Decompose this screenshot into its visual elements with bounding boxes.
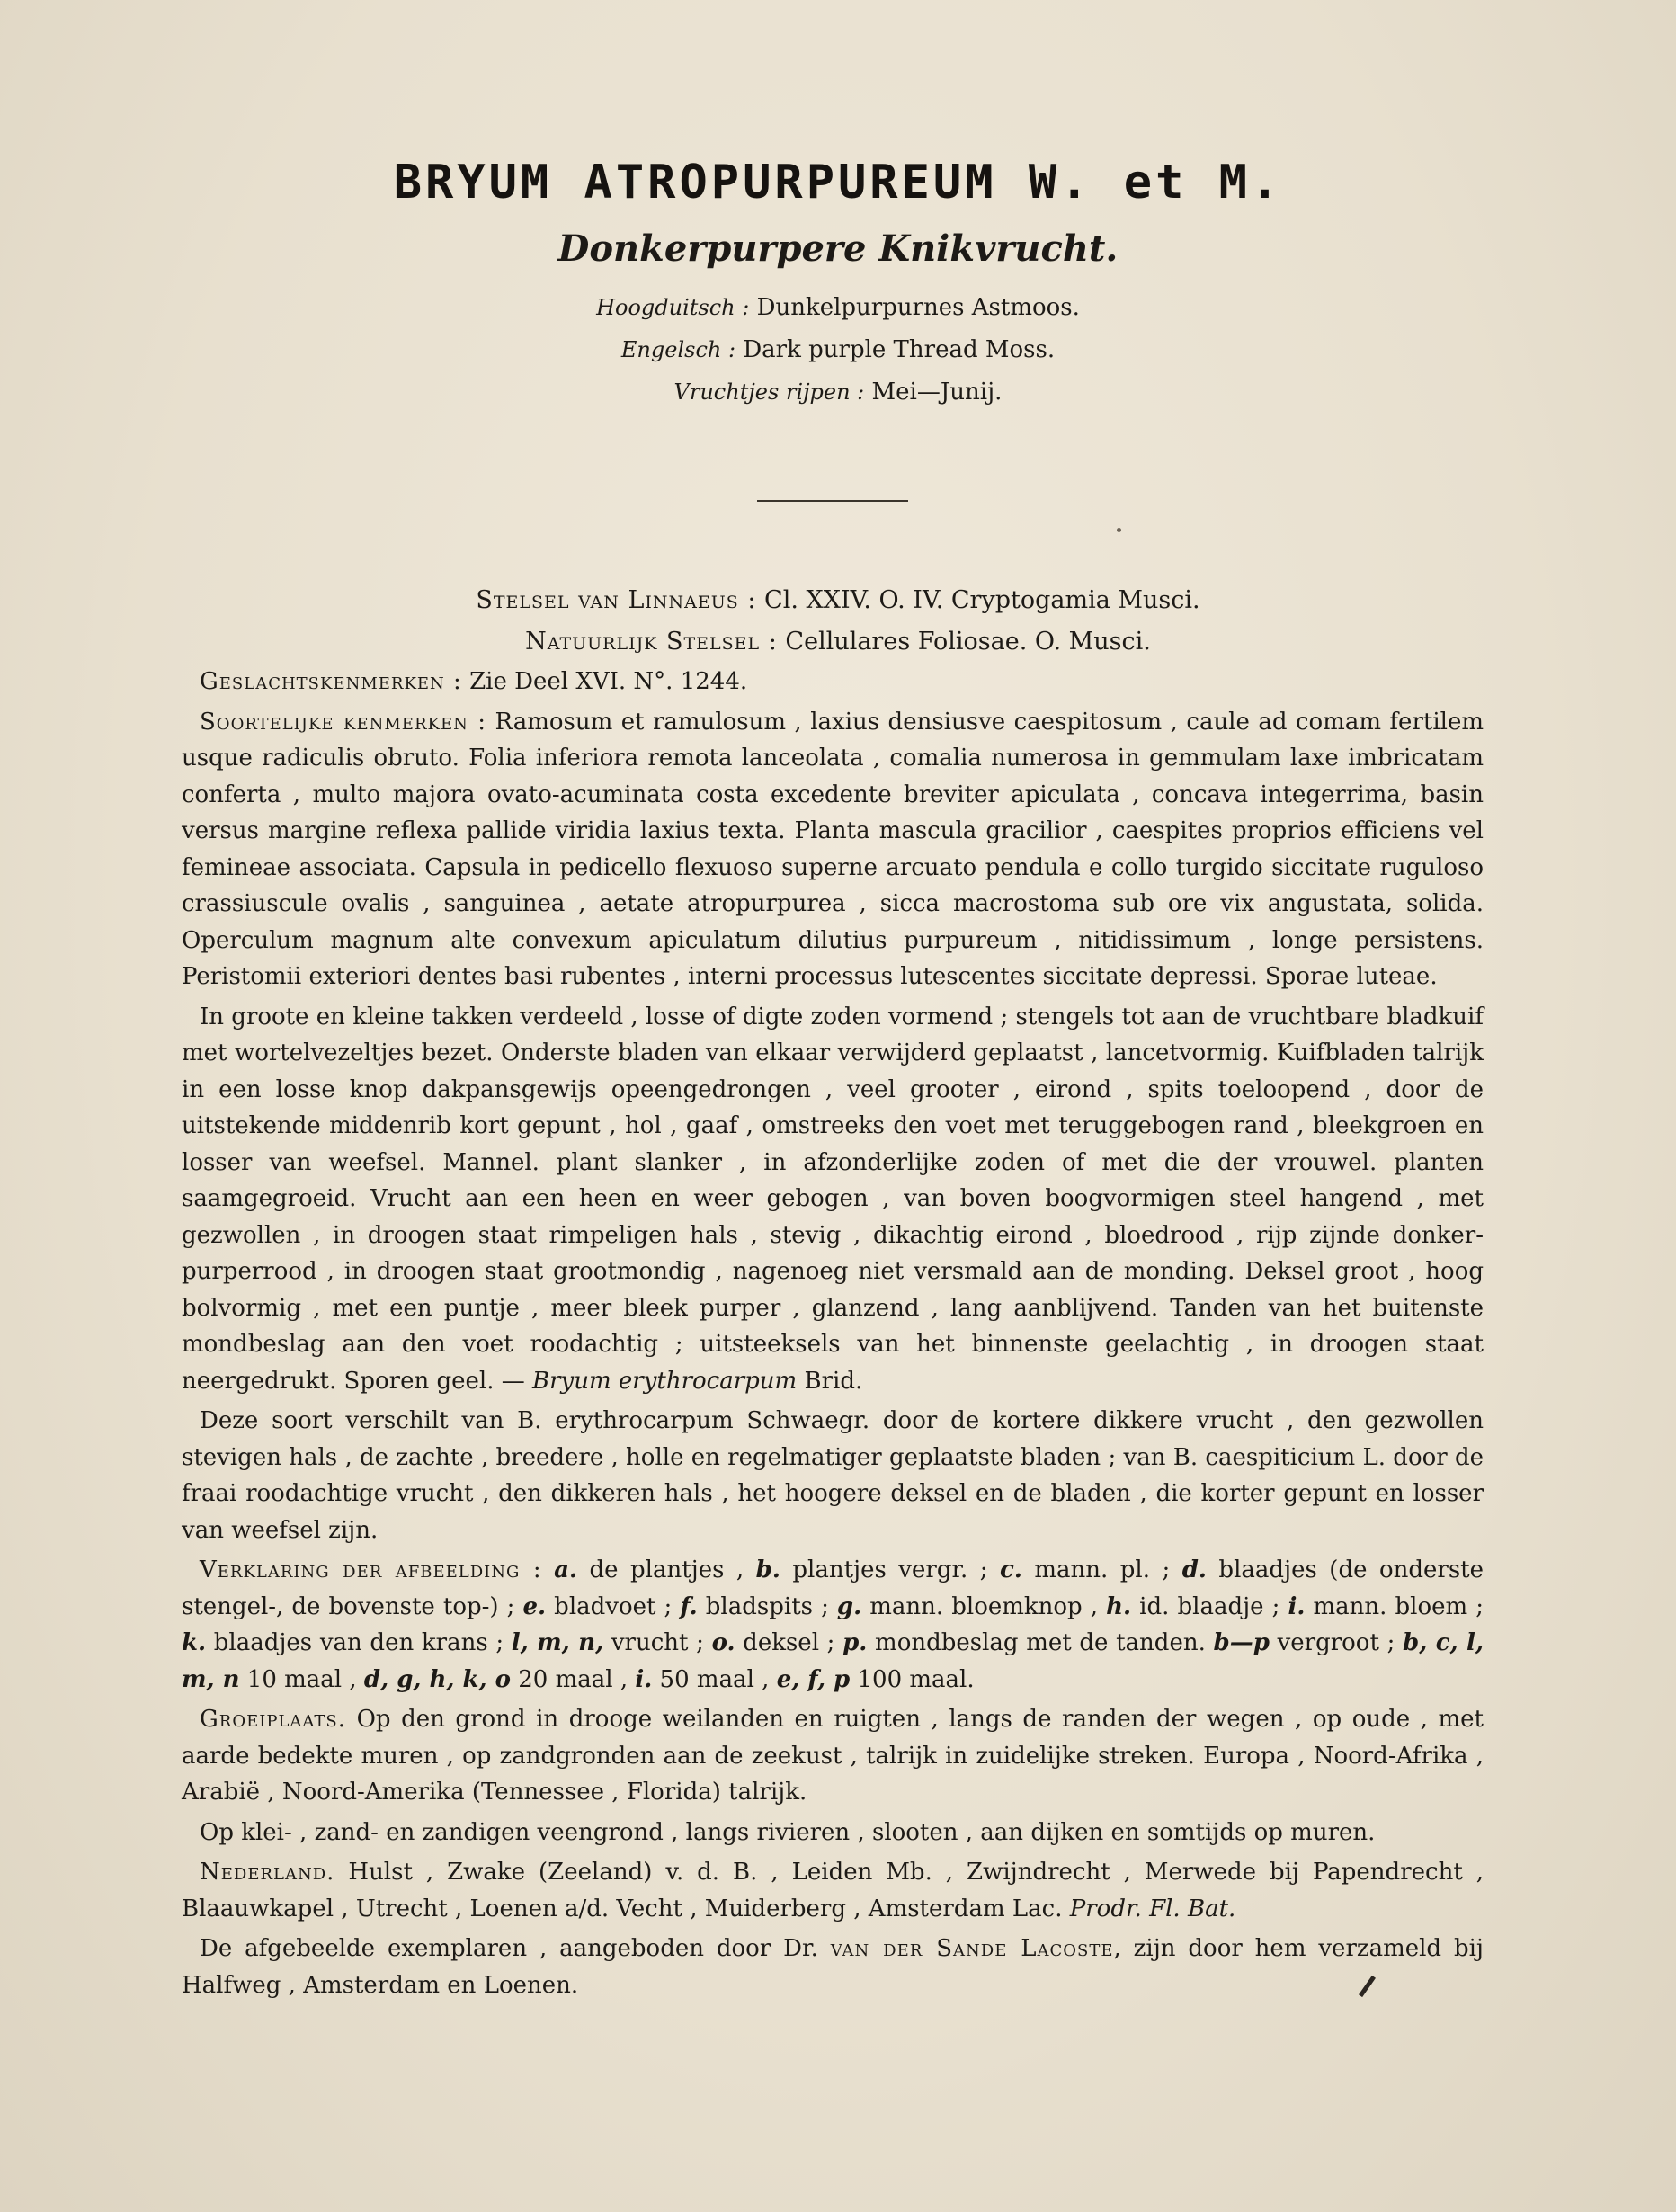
explanation-text: deksel ; [735, 1629, 843, 1656]
explanation-key: h. [1106, 1592, 1132, 1620]
explanation-text: 50 maal , [652, 1665, 777, 1693]
habitat-text: Op den grond in drooge weilanden en ruigten , langs de randen der wegen , op oude , met aarde bedekte muren , op zandgronden aan de zeekust , talrijk in zuidelijke streken. Europa , Noord-Afrika , Arabië , Noord-Amerika (Tennessee , Florida) talrijk. [182, 1706, 1484, 1806]
genus-characters [182, 664, 1484, 700]
explanation-key: f. [680, 1592, 698, 1620]
species-label: Soortelijke kenmerken : [200, 708, 487, 736]
comparison: Deze soort verschilt van B. erythrocarpum Schwaegr. door de kortere dikkere vrucht , den gezwollen stevigen hals , de zachte , breedere , holle en regelmatiger geplaatste bladen ; van B. caespiticium L. door de fraai roodachtige vrucht , den dikkeren hals , het hoogere deksel en de bladen , die korter gepunt en losser van weefsel zijn. [182, 1407, 1484, 1544]
species-characters [182, 704, 1484, 995]
explanation-text: blaadjes (de onderste stengel-, de bovenste top-) ; [182, 1556, 1484, 1620]
fruiting-period-label: Vruchtjes rijpen : [673, 379, 865, 405]
explanation-key: e. [522, 1592, 547, 1620]
explanation-key: d, g, h, k, o [363, 1665, 511, 1693]
plate-explanation [182, 1552, 1484, 1698]
explanation-text: 20 maal , [510, 1665, 636, 1693]
netherlands-label: Nederland. [200, 1859, 335, 1886]
explanation-key: g. [836, 1592, 862, 1620]
explanation-key: b—p [1213, 1629, 1270, 1656]
specimens-note [182, 1931, 1484, 2003]
genus-value: Zie Deel XVI. N°. 1244. [469, 668, 748, 695]
description-text: In groote en kleine takken verdeeld , losse of digte zoden vormend ; stengels tot aan de vruchtbare bladkuif met wortelvezeltjes bezet. Onderste bladen van elkaar verwijderd geplaatst , lancetvormig. Kuifbladen talrijk in een losse knop dakpansgewijs opeengedrongen , veel grooter , eirond , spits toeloopend , door de uitstekende middenrib kort gepunt , hol , gaaf , omstreeks den voet met teruggebogen rand , bleekgroen en losser van weefsel. Mannel. plant slanker , in afzonderlijke zoden of met die der vrouwel. planten saamgegroeid. Vrucht aan een heen en weer gebogen , van boven boogvormigen steel hangend , met gezwollen , in droogen staat rimpeligen hals , stevig , dikachtig eirond , bloedrood , rijp zijnde donker-purperrood , in droogen staat grootmondig , nagenoeg niet versmald aan de monding. Deksel groot , hoog bolvormig , met een puntje , meer bleek purper , glanzend , lang aanblijvend. Tanden van het buitenste mondbeslag aan den voet roodachtig ; uitsteeksels van het binnenste geelachtig , in droogen staat neergedrukt. Sporen geel. — [182, 1003, 1484, 1395]
name-german-label: Hoogduitsch : [596, 295, 750, 320]
explanation-text: blaadjes van den krans ; [206, 1629, 512, 1656]
explanation-key: k. [182, 1629, 207, 1656]
netherlands-text: Hulst , Zwake (Zeeland) v. d. B. , Leiden Mb. , Zwijndrecht , Merwede bij Papendrecht , Blaauwkapel , Utrecht , Loenen a/d. Vecht , Muiderberg , Amsterdam Lac. [182, 1859, 1484, 1922]
explanation-text: plantjes vergr. ; [780, 1556, 1001, 1583]
natural-label: Natuurlijk Stelsel : [525, 628, 778, 656]
explanation-key: p. [842, 1629, 868, 1656]
explanation-key: b. [755, 1556, 780, 1583]
name-english [0, 329, 1676, 371]
name-english-label: Engelsch : [620, 337, 736, 362]
natural-system [0, 624, 1676, 660]
name-german [0, 287, 1676, 329]
body-text [182, 664, 1484, 2007]
explanation-text: id. blaadje ; [1131, 1592, 1288, 1620]
header [0, 148, 1676, 414]
specimens-collector: van der Sande Lacoste [830, 1935, 1114, 1962]
explanation-key: e, f, p [776, 1665, 851, 1693]
habitat-label: Groeiplaats. [200, 1706, 347, 1733]
explanation-key: c. [1000, 1556, 1022, 1583]
description-synonym-author: Brid. [804, 1367, 863, 1395]
fruiting-period-value: Mei—Junij. [871, 379, 1003, 406]
explanation-text: vergroot ; [1269, 1629, 1404, 1656]
explanation-text: bladspits ; [697, 1592, 837, 1620]
explanation-key: d. [1181, 1556, 1207, 1583]
linnaeus-value: Cl. XXIV. O. IV. Cryptogamia Musci. [764, 586, 1200, 614]
header-divider [757, 500, 908, 502]
name-english-value: Dark purple Thread Moss. [743, 336, 1056, 363]
natural-value: Cellulares Foliosae. O. Musci. [785, 628, 1151, 656]
page-title: BRYUM ATROPURPUREUM W. et M. [393, 156, 1283, 210]
netherlands-reference: Prodr. Fl. Bat. [1069, 1895, 1236, 1922]
habitat-soil: Op klei- , zand- en zandigen veengrond , langs rivieren , slooten , aan dijken en somtijds op muren. [200, 1818, 1376, 1846]
page-subtitle: Donkerpurpere Knikvrucht. [557, 227, 1119, 270]
explanation-key: i. [1288, 1592, 1306, 1620]
fruiting-period [0, 371, 1676, 414]
explanation-label: Verklaring der afbeelding : [200, 1556, 542, 1583]
explanation-key: l, m, n, [511, 1629, 604, 1656]
explanation-text: mann. bloemknop , [861, 1592, 1107, 1620]
specimens-text-a: De afgebeelde exemplaren , aangeboden door Dr. [200, 1935, 818, 1962]
explanation-key: b, c, l, m, n [182, 1629, 1484, 1693]
name-german-value: Dunkelpurpurnes Astmoos. [756, 294, 1080, 321]
linnaeus-system [0, 583, 1676, 619]
species-text: Ramosum et ramulosum , laxius densiusve caespitosum , caule ad comam fertilem usque radiculis obruto. Folia inferiora remota lanceolata , comalia numerosa in gemmulam laxe imbricatam conferta , multo majora ovato-acuminata costa excedente breviter apiculata , concava integerrima, basin versus margine reflexa pallide viridia laxius texta. Planta mascula gracilior , caespites proprios efficiens vel femineae associata. Capsula in pedicello flexuoso superne arcuato pendula e collo turgido siccitate ruguloso crassiuscule ovalis , sanguinea , aetate atropurpurea , sicca macrostoma sub ore vix angustata, solida. Operculum magnum alte convexum apiculatum dilutius purpureum , nitidissimum , longe persistens. Peristomii exteriori dentes basi rubentes , interni processus lutescentes siccitate depressi. Sporae luteae. [182, 708, 1484, 990]
explanation-key: a. [554, 1556, 577, 1583]
explanation-text: mann. bloem ; [1305, 1592, 1484, 1620]
explanation-text: mann. pl. ; [1021, 1556, 1182, 1583]
dutch-description [182, 999, 1484, 1400]
explanation-text: de plantjes , [577, 1556, 756, 1583]
explanation-text: 10 maal , [239, 1665, 364, 1693]
description-synonym: Bryum erythrocarpum [532, 1367, 798, 1395]
specks [1117, 528, 1121, 532]
explanation-text: 100 maal. [850, 1665, 975, 1693]
linnaeus-label: Stelsel van Linnaeus : [476, 586, 757, 614]
explanation-key: i. [635, 1665, 653, 1693]
explanation-text: mondbeslag met de tanden. [867, 1629, 1214, 1656]
specimens-text-b: , zijn door hem verzameld bij Halfweg , Amsterdam en Loenen. [182, 1935, 1484, 1999]
explanation-key: o. [711, 1629, 735, 1656]
habitat [182, 1701, 1484, 1811]
netherlands-localities [182, 1854, 1484, 1927]
explanation-text: vrucht ; [603, 1629, 712, 1656]
genus-label: Geslachtskenmerken : [200, 668, 462, 695]
explanation-text: bladvoet ; [546, 1592, 681, 1620]
